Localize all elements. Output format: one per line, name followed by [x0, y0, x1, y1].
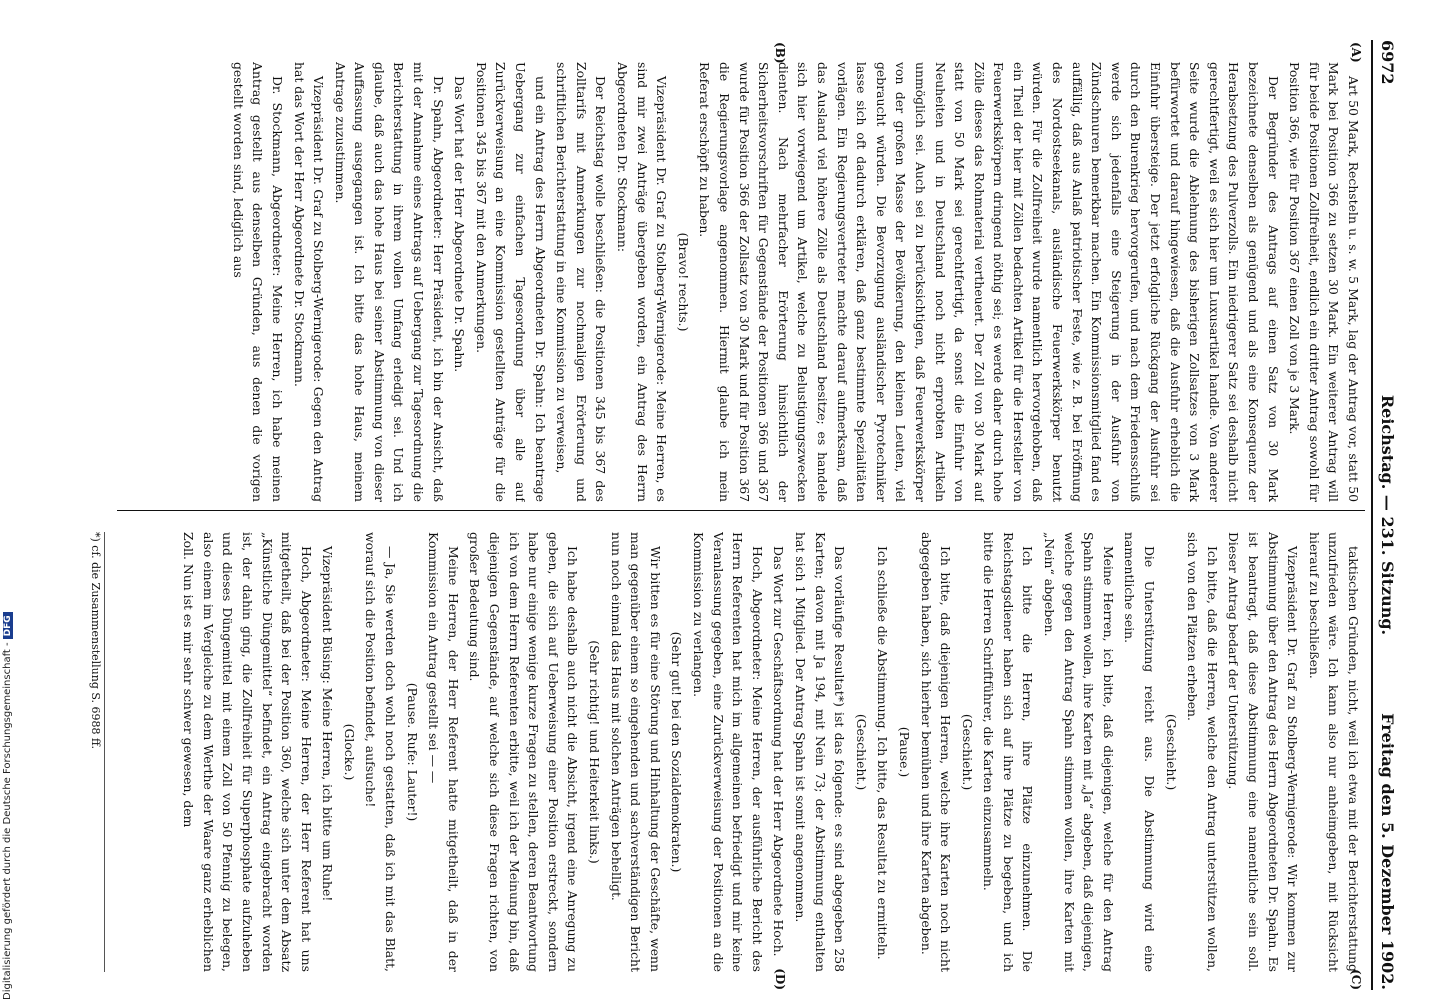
margin-marker-b: (B)	[773, 42, 787, 64]
right-text-column	[117, 532, 1363, 972]
session-date: Freitag den 5. Dezember 1902.	[1378, 713, 1397, 990]
paragraph: — Ja, Sie werden doch wohl noch gestatten, daß ich mit das Blatt, worauf sich die Position befindet, aufsuche!	[363, 532, 399, 972]
paragraph: Wir bitten es für eine Störung und Hinhaltung der Geschäfte, wenn man gegenüber einem so eingehenden und sachverständigen Bericht nun noch einmal das Haus mit solchen Anträgen behelligt.	[608, 532, 663, 972]
interjection: (Bravo! rechts.)	[675, 232, 691, 332]
page-header	[1371, 40, 1397, 990]
paragraph: Meine Herren, ich bitte, daß diejenigen, welche für den Antrag Spahn stimmen wollen, ihre Karten mit „Ja“ abgeben, daß diejenigen, welche gegen den Antrag Spahn stimmen wollen, ihre Karten mit „Nein“ abgeben.	[1042, 532, 1116, 972]
interjection: (Geschieht.)	[853, 713, 869, 791]
paragraph: Das Wort hat der Herr Abgeordnete Dr. Spahn.	[452, 76, 468, 373]
rotated-document-page	[77, 40, 1397, 990]
paragraph: Hoch, Abgeordneter: Meine Herren, der Herr Referent hat uns mitgetheilt, daß bei der Position 360, welche sich unter dem Absatz „Künstliche Düngemittel“ befindet, ein Antrag eingebracht worden ist, der dahin ging, die Zollfreiheit für Superphosphate aufzuheben und dieses Düngemittel mit einem Zoll von 50 Pfennig zu belegen, also einem im Vergleiche zu dem Werthe der Waare ganz erheblichen Zoll. Nun ist es mir sehr schwer gewesen, dem	[181, 532, 314, 972]
paragraph: Hoch, Abgeordneter: Meine Herren, der ausführliche Bericht des Herrn Referenten hat mich im allgemeinen befriedigt und mir keine Veranlassung gegeben, eine Zurückverweisung der Positionen an die Kommission zu verlangen.	[691, 532, 765, 972]
paragraph: Art 50 Mark, Rechsteln u. s. w. 5 Mark, lag der Antrag vor, statt 50 Mark bei Position 366 zu setzen 30 Mark. Ein weiterer Antrag will für beide Positionen Zollfreiheit, endlich ein dritter Antrag sowohl für Position 366, wie für Position 367 einen Zoll von je 3 Mark.	[1287, 62, 1361, 502]
interjection: (Geschieht.)	[959, 713, 975, 791]
interjection: (Geschieht.)	[1163, 713, 1179, 791]
margin-marker-c: (C)	[1349, 969, 1363, 990]
paragraph: Ich schließe die Abstimmung. Ich bitte, das Resultat zu ermitteln.	[875, 546, 891, 960]
paragraph: Das Wort zur Geschäftsordnung hat der Herr Abgeordnete Hoch.	[771, 546, 787, 957]
paragraph: Ich habe deshalb auch nicht die Absicht, irgend eine Anregung zu geben, die sich auf Ueberweisung einer Position erstreckt, sondern habe nur einige wenige kurze Fragen zu stellen, deren Beantwortung ich von dem Herrn Referenten erbitte, weil ich der Meinung bin, daß diejenigen Gegenstände, auf welche sich diese Fragen richten, von großer Bedeutung sind.	[467, 532, 581, 972]
left-text-column	[117, 62, 1363, 502]
margin-marker-a: (A)	[1349, 42, 1363, 63]
paragraph: Vizepräsident Büsing: Meine Herren, ich bitte um Ruhe!	[320, 546, 336, 902]
paragraph: Die Unterstützung reicht aus. Die Abstimmung wird eine namentliche sein.	[1122, 532, 1158, 972]
interjection: (Pause. Rufe: Lauter!)	[404, 682, 420, 822]
paragraph: taktischen Gründen, nicht, weil ich etwa mit der Berichterstattung unzufrieden wäre. Ich kann also nur anheimgeben, mit Rücksicht hierauf zu beschließen.	[1306, 532, 1361, 972]
paragraph: und ein Antrag des Herrn Abgeordneten Dr. Spahn: Ich beantrage Uebergang zur einfachen Tagesordnung über alle auf Zurückverweisung an eine Kommission gestellten Anträge für die Positionen 345 bis 367 mit den Anmerkungen.	[473, 62, 548, 502]
paragraph: Der Reichstag wolle beschließen: die Positionen 345 bis 367 des Zolltarifs mit Anmerkungen zur nochmaligen Erörterung und schriftlichen Berichterstattung in eine Kommission zu verweisen,	[554, 62, 609, 502]
paragraph: Ich bitte, daß die Herren, welche den Antrag unterstützen wollen, sich von den Plätzen erheben.	[1185, 532, 1220, 972]
session-title: Reichstag. — 231. Sitzung.	[1378, 394, 1397, 636]
paragraph: Meine Herren, der Herr Referent hatte mitgetheilt, daß in der Kommission ein Antrag gestellt sei — —	[426, 532, 461, 972]
interjection: (Glocke.)	[341, 723, 357, 781]
interjection: (Sehr richtig! und Heiterkeit links.)	[587, 640, 603, 864]
paragraph: Ich bitte die Herren, ihre Plätze einzunehmen. Die Reichstagsdiener haben sich auf ihre Plätze zu begeben, und ich bitte die Herren Schriftführer, die Karten einzusammeln.	[981, 532, 1036, 972]
credit-text: Digitalisierung gefördert durch die Deutsche Forschungsgemeinschaft -	[2, 642, 13, 1000]
paragraph: Vizepräsident Dr. Graf zu Stolberg-Wernigerode: Meine Herren, es sind mir zwei Anträge übergeben worden, ein Antrag des Herrn Abgeordneten Dr. Stockmann:	[615, 62, 670, 502]
paragraph: Dr. Stockmann, Abgeordneter: Meine Herren, ich habe meinen Antrag gestellt aus denselben Gründen, aus denen die vorigen gestellt worden sind, lediglich aus	[230, 62, 285, 502]
paragraph: Vizepräsident Dr. Graf zu Stolberg-Wernigerode: Gegen den Antrag hat das Wort der Herr Abgeordnete Dr. Stockmann.	[291, 62, 327, 502]
page-number: 6972	[1378, 40, 1397, 85]
paragraph: Ich bitte, daß diejenigen Herren, welche ihre Karten noch nicht abgegeben haben, sich hierher bemühen und ihre Karten abgeben.	[918, 532, 954, 972]
interjection: (Pause.)	[896, 726, 912, 778]
dfg-logo: DFG	[3, 612, 13, 639]
footnote: *) cf. die Zusammenstellung S. 6988 ff.	[89, 532, 105, 972]
paragraph: Das vorläufige Resultat*) ist das folgende: es sind abgegeben 258 Karten; davon mit Ja 194, mit Nein 73; der Abstimmung enthalten hat sich 1 Mitglied. Der Antrag Spahn ist somit angenommen.	[792, 532, 848, 972]
paragraph: Der Begründer des Antrags auf einen Satz von 30 Mark bezeichnete denselben als genügend und als eine Konsequenz der Herabsetzung des Pulverzolls. Ein niedrigerer Satz sei deshalb nicht gerechtfertigt, weil es sich hier um Luxusartikel handle. Von anderer Seite wurde die Ablehnung des bisherigen Zollsatzes von 3 Mark befürwortet und darauf hingewiesen, daß die Ausfuhr erheblich die Einfuhr übersteige. Der jetzt erfolgliche Rückgang der Ausfuhr sei durch den Burenkrieg hervorgerufen, und nach dem Friedensschluß werde sich jedenfalls eine Steigerung in der Ausfuhr von Zündschnuren bemerkbar machen. Ein Kommissionsmitglied fand es auffällig, daß aus Anlaß patriotischer Feste, wie z. B. bei Eröffnung des Nordostseekanals, ausländische Feuerwerkskörper benutzt würden. Für die Zollfreiheit wurde namentlich hervorgehoben, daß ein Theil der hier mit Zöllen bedachten Artikel für die Hersteller von Feuerwerkskörpern dringend nöthig sei; es werde daher durch hohe Zölle dieses das Rohmaterial vertheuert. Der Zoll von 30 Mark auf statt von 50 Mark sei gerechtfertigt, da sonst die Einfuhr von Neuheiten und in Deutschland noch nicht erprobten Artikeln unmöglich sei. Auch sei zu berücksichtigen, daß Feuerwerkskörper von der großen Masse der Bevölkerung, den kleinen Leuten, viel gebraucht würden. Die Bevorzugung ausländischer Pyrotechniker lasse sich oft dadurch erklären, daß ganz bestimmte Spezialitäten vorlägen. Ein Regierungsvertreter machte darauf aufmerksam, daß das Ausland viel höhere Zölle als Deutschland besitze; es handele sich hier vorwiegend um Artikel, welche zu Belustigungszwecken dienten. Nach mehrfacher Erörterung hinsichtlich der Sicherheitsvorschriften für Gegenstände der Positionen 366 und 367 wurde für Position 366 der Zollsatz von 30 Mark und für Position 367 die Regierungsvorlage angenommen. Hiermit glaube ich mein Referat erschöpft zu haben.	[697, 62, 1281, 502]
paragraph: Dr. Spahn, Abgeordneter: Herr Präsident, ich bin der Ansicht, daß mit der Annahme eines Antrags auf Uebergang zur Tagesordnung die Berichterstattung in ihrem vollen Umfang erledigt sei. Und ich glaube, daß auch das hohe Haus bei seiner Abstimmung von dieser Auffassung ausgegangen ist. Ich bitte das hohe Haus, meinem Antrage zuzustimmen.	[332, 62, 446, 502]
digitization-credit	[2, 612, 13, 1000]
margin-marker-d: (D)	[773, 968, 787, 990]
column-divider	[117, 510, 1365, 511]
interjection: (Sehr gut! bei den Sozialdemokraten.)	[669, 631, 685, 873]
paragraph: Vizepräsident Dr. Graf zu Stolberg-Wernigerode: Wir kommen zur Abstimmung über den Antrag des Herrn Abgeordneten Dr. Spahn. Es ist beantragt, daß diese Abstimmung eine namentliche sein soll. Dieser Antrag bedarf der Unterstützung.	[1226, 532, 1301, 972]
